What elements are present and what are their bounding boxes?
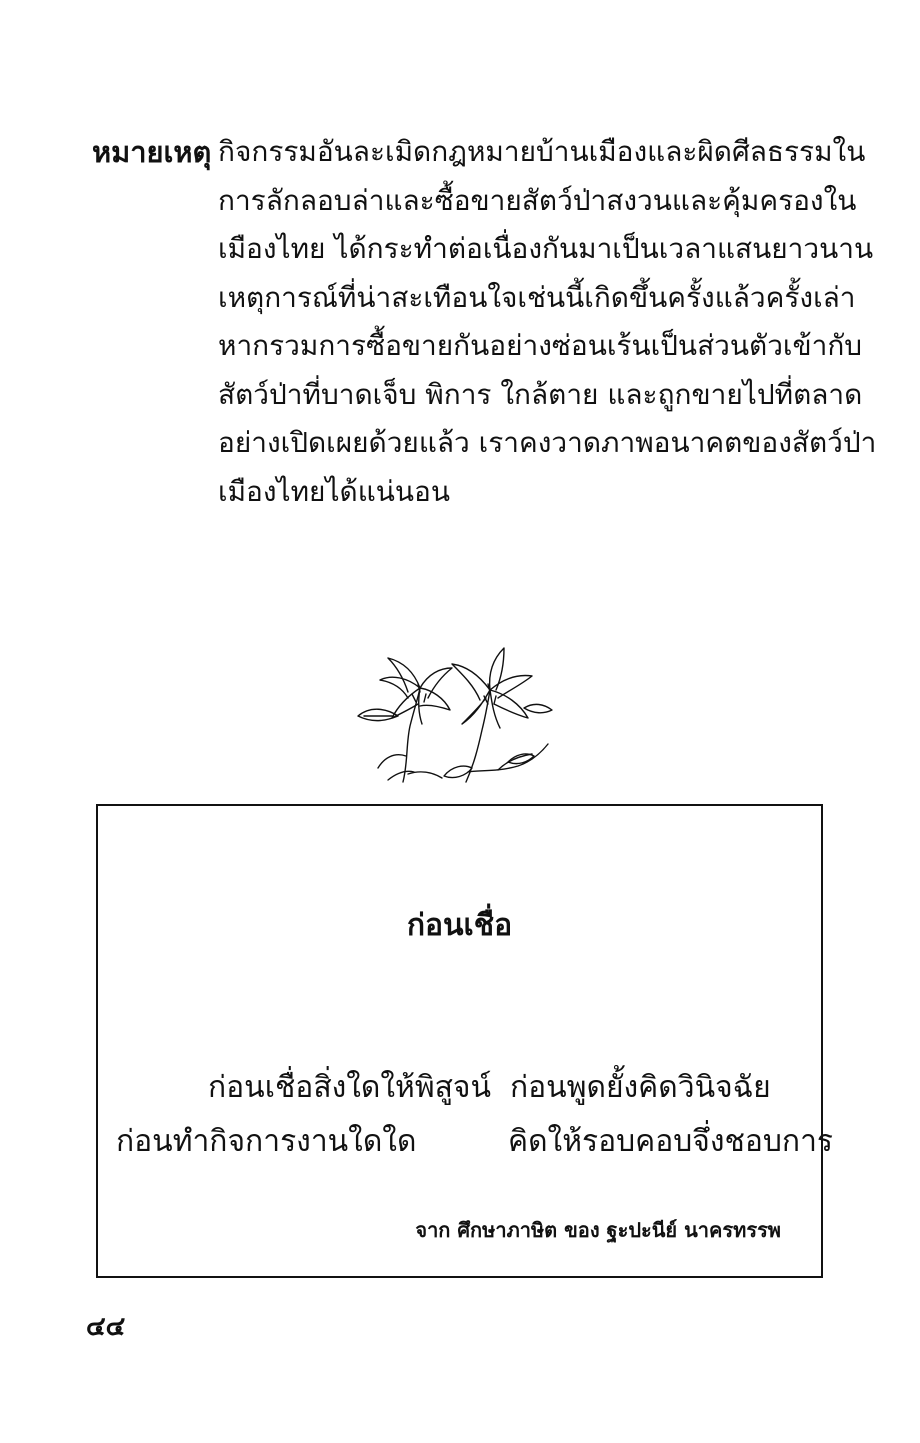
note-line: เมืองไทย ได้กระทำต่อเนื่องกันมาเป็นเวลาแสนยาวนาน <box>218 232 874 265</box>
verse-line: ก่อนทำกิจการงานใดใด <box>116 1124 417 1159</box>
verse-line: คิดให้รอบคอบจึ่งชอบการ <box>508 1124 834 1159</box>
quote-box <box>96 804 834 1278</box>
note-line: เหตุการณ์ที่น่าสะเทือนใจเช่นนี้เกิดขึ้นครั้งแล้วครั้งเล่า <box>218 280 856 314</box>
quote-source: จาก ศึกษาภาษิต ของ ฐะปะนีย์ นาครทรรพ <box>415 1218 781 1242</box>
note-line: หากรวมการซื้อขายกันอย่างซ่อนเร้นเป็นส่วนตัวเข้ากับ <box>218 329 863 362</box>
note-line: สัตว์ป่าที่บาดเจ็บ พิการ ใกล้ตาย และถูกขายไปที่ตลาด <box>218 377 863 411</box>
verse-line: ก่อนพูดยั้งคิดวินิจฉัย <box>510 1070 771 1105</box>
quote-title: ก่อนเชื่อ <box>406 908 513 943</box>
page-number: ๔๔ <box>86 1312 126 1342</box>
note-label: หมายเหตุ <box>92 135 212 169</box>
verse-line: ก่อนเชื่อสิ่งใดให้พิสูจน์ <box>208 1070 492 1105</box>
note-body <box>218 128 877 516</box>
note-line: การลักลอบล่าและซื้อขายสัตว์ป่าสงวนและคุ้มครองใน <box>218 183 857 217</box>
note-line: อย่างเปิดเผยด้วยแล้ว เราคงวาดภาพอนาคตของสัตว์ป่า <box>218 426 877 459</box>
floral-ornament-icon <box>348 644 554 786</box>
note-line: กิจกรรมอันละเมิดกฎหมายบ้านเมืองและผิดศีลธรรมใน <box>218 135 866 168</box>
note-line: เมืองไทยได้แน่นอน <box>218 474 451 508</box>
